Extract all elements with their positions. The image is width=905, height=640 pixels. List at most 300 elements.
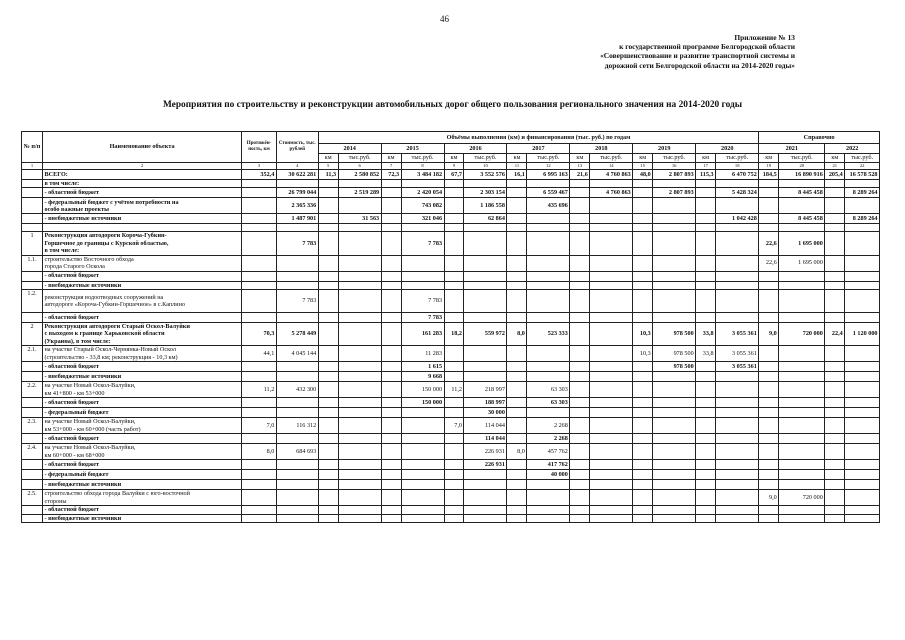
object-name-line: реконструкция водоотводных сооружений на: [44, 293, 164, 301]
roads-table: [21, 131, 880, 523]
value-cell: [338, 313, 381, 323]
value-cell: [381, 313, 401, 323]
value-cell: [845, 480, 880, 490]
object-name: [42, 198, 241, 214]
value-cell: [825, 290, 845, 313]
value-cell: [527, 490, 570, 506]
value-cell: [716, 255, 759, 271]
value-cell: [633, 255, 653, 271]
value-cell: [759, 224, 779, 232]
value-cell: [779, 480, 825, 490]
object-name: [42, 232, 241, 255]
value-cell: [318, 470, 338, 480]
value-cell: 63 303: [527, 382, 570, 398]
value-cell: 16,1: [507, 170, 527, 180]
value-cell: 2 268: [527, 418, 570, 434]
value-cell: [633, 232, 653, 255]
value-cell: 7,0: [444, 418, 464, 434]
row-number: 1: [22, 232, 43, 255]
value-cell: [444, 470, 464, 480]
value-cell: [338, 346, 381, 362]
value-cell: [779, 362, 825, 372]
value-cell: [444, 232, 464, 255]
value-cell: [318, 290, 338, 313]
value-cell: [507, 372, 527, 382]
value-cell: [318, 362, 338, 372]
value-cell: [825, 470, 845, 480]
value-cell: [444, 362, 464, 372]
value-cell: 26 799 044: [276, 188, 318, 198]
value-cell: 62 864: [464, 214, 507, 224]
value-cell: [401, 444, 444, 460]
value-cell: [696, 224, 716, 232]
value-cell: [845, 362, 880, 372]
value-cell: [381, 362, 401, 372]
unit-km: км: [759, 154, 779, 163]
value-cell: [825, 398, 845, 408]
value-cell: [276, 372, 318, 382]
unit-rub: тыс.руб.: [338, 154, 381, 163]
value-cell: [381, 506, 401, 514]
value-cell: [779, 506, 825, 514]
value-cell: [716, 271, 759, 281]
value-cell: [696, 271, 716, 281]
value-cell: [653, 434, 696, 444]
value-cell: [845, 514, 880, 522]
object-name: - федеральный бюджет: [42, 408, 241, 418]
value-cell: 743 082: [401, 198, 444, 214]
value-cell: [507, 398, 527, 408]
unit-rub: тыс.руб.: [653, 154, 696, 163]
value-cell: [318, 255, 338, 271]
value-cell: [779, 398, 825, 408]
value-cell: [276, 180, 318, 188]
value-cell: [570, 418, 590, 434]
value-cell: [716, 460, 759, 470]
value-cell: [276, 313, 318, 323]
value-cell: 4 760 863: [590, 170, 633, 180]
value-cell: [696, 444, 716, 460]
value-cell: [633, 271, 653, 281]
value-cell: 3 484 182: [401, 170, 444, 180]
value-cell: [845, 434, 880, 444]
value-cell: [381, 418, 401, 434]
value-cell: [716, 398, 759, 408]
value-cell: [401, 470, 444, 480]
value-cell: [759, 290, 779, 313]
value-cell: [590, 362, 633, 372]
value-cell: [696, 313, 716, 323]
value-cell: [653, 408, 696, 418]
value-cell: [507, 460, 527, 470]
value-cell: [318, 514, 338, 522]
value-cell: [570, 271, 590, 281]
value-cell: [590, 271, 633, 281]
value-cell: 8 289 264: [845, 188, 880, 198]
value-cell: [716, 180, 759, 188]
value-cell: [276, 224, 318, 232]
value-cell: [338, 506, 381, 514]
value-cell: [527, 514, 570, 522]
value-cell: [381, 271, 401, 281]
value-cell: [464, 180, 507, 188]
value-cell: [318, 224, 338, 232]
value-cell: [338, 198, 381, 214]
value-cell: [381, 408, 401, 418]
value-cell: [696, 362, 716, 372]
object-name: - областной бюджет: [42, 271, 241, 281]
value-cell: 21,6: [570, 170, 590, 180]
table-row: [22, 255, 880, 271]
value-cell: [527, 480, 570, 490]
value-cell: [464, 271, 507, 281]
value-cell: [527, 214, 570, 224]
object-name: - внебюджетные источники: [42, 214, 241, 224]
value-cell: [570, 372, 590, 382]
value-cell: [779, 271, 825, 281]
value-cell: [338, 398, 381, 408]
object-name: [42, 290, 241, 313]
value-cell: [696, 198, 716, 214]
value-cell: [759, 372, 779, 382]
table-row: [22, 490, 880, 506]
value-cell: [845, 398, 880, 408]
value-cell: [507, 506, 527, 514]
object-name: [42, 323, 241, 346]
value-cell: [570, 480, 590, 490]
value-cell: [444, 490, 464, 506]
value-cell: 6 470 752: [716, 170, 759, 180]
object-name-line: особо важные проекты: [44, 205, 109, 213]
value-cell: [653, 490, 696, 506]
value-cell: [242, 188, 277, 198]
value-cell: 435 696: [527, 198, 570, 214]
object-name: [42, 346, 241, 362]
column-number: 18: [716, 163, 759, 170]
value-cell: [716, 470, 759, 480]
value-cell: [464, 470, 507, 480]
table-row: [22, 180, 880, 188]
value-cell: 8 445 458: [779, 214, 825, 224]
value-cell: 22,6: [759, 255, 779, 271]
value-cell: [570, 214, 590, 224]
value-cell: [242, 470, 277, 480]
value-cell: [242, 506, 277, 514]
value-cell: [779, 408, 825, 418]
value-cell: [242, 313, 277, 323]
value-cell: [590, 408, 633, 418]
value-cell: [381, 255, 401, 271]
value-cell: 115,3: [696, 170, 716, 180]
value-cell: [653, 313, 696, 323]
value-cell: [381, 214, 401, 224]
value-cell: [276, 506, 318, 514]
value-cell: [318, 323, 338, 346]
value-cell: [318, 398, 338, 408]
value-cell: 1 615: [401, 362, 444, 372]
row-number: 1.2.: [22, 290, 43, 313]
value-cell: [759, 506, 779, 514]
value-cell: [653, 372, 696, 382]
value-cell: [381, 514, 401, 522]
object-name-line: города Старого Оскола: [44, 263, 105, 271]
value-cell: [590, 255, 633, 271]
value-cell: [338, 470, 381, 480]
value-cell: [845, 470, 880, 480]
value-cell: [590, 418, 633, 434]
unit-rub: тыс.руб.: [845, 154, 880, 163]
object-name-line: (строительство - 33,8 км; реконструкция - 10,3 км): [44, 353, 178, 361]
value-cell: [381, 372, 401, 382]
value-cell: [318, 346, 338, 362]
table-row: [22, 224, 880, 232]
object-name: - областной бюджет: [42, 188, 241, 198]
value-cell: [759, 362, 779, 372]
value-cell: 31 563: [338, 214, 381, 224]
value-cell: [825, 480, 845, 490]
value-cell: [318, 188, 338, 198]
value-cell: [338, 490, 381, 506]
value-cell: 2 268: [527, 434, 570, 444]
object-name: - внебюджетные источники: [42, 372, 241, 382]
value-cell: [381, 188, 401, 198]
value-cell: [696, 290, 716, 313]
column-number: 3: [242, 163, 277, 170]
row-number: [22, 470, 43, 480]
value-cell: [825, 408, 845, 418]
value-cell: [633, 506, 653, 514]
column-number: 17: [696, 163, 716, 170]
table-row: [22, 398, 880, 408]
value-cell: [633, 198, 653, 214]
value-cell: [825, 232, 845, 255]
value-cell: [845, 271, 880, 281]
table-row: [22, 214, 880, 224]
row-number: [22, 372, 43, 382]
object-name-line: в том числе:: [44, 247, 80, 255]
value-cell: [590, 224, 633, 232]
value-cell: [381, 434, 401, 444]
value-cell: 2 365 336: [276, 198, 318, 214]
column-number: 16: [653, 163, 696, 170]
row-number: [22, 180, 43, 188]
object-name: [42, 255, 241, 271]
value-cell: [570, 470, 590, 480]
value-cell: 16 578 528: [845, 170, 880, 180]
value-cell: [401, 224, 444, 232]
value-cell: [825, 362, 845, 372]
object-name-line: с выходом к границе Харьковской области: [44, 330, 165, 338]
header-length: Протяжён-ность, км: [242, 132, 277, 163]
table-row: [22, 323, 880, 346]
table-row: [22, 271, 880, 281]
value-cell: [759, 418, 779, 434]
value-cell: [570, 506, 590, 514]
value-cell: [276, 470, 318, 480]
value-cell: [696, 214, 716, 224]
value-cell: [779, 418, 825, 434]
value-cell: [716, 480, 759, 490]
value-cell: [759, 281, 779, 289]
value-cell: [242, 362, 277, 372]
value-cell: 720 000: [779, 323, 825, 346]
value-cell: [653, 506, 696, 514]
value-cell: [570, 460, 590, 470]
value-cell: [759, 514, 779, 522]
value-cell: [242, 398, 277, 408]
value-cell: [318, 271, 338, 281]
value-cell: 7 783: [401, 290, 444, 313]
value-cell: [696, 460, 716, 470]
value-cell: 10,3: [633, 346, 653, 362]
value-cell: [444, 444, 464, 460]
table-row: [22, 418, 880, 434]
value-cell: [845, 290, 880, 313]
value-cell: 321 046: [401, 214, 444, 224]
year-header: 2014: [318, 144, 381, 154]
value-cell: [696, 470, 716, 480]
value-cell: [338, 180, 381, 188]
value-cell: [653, 232, 696, 255]
value-cell: [338, 444, 381, 460]
value-cell: [570, 224, 590, 232]
value-cell: [570, 255, 590, 271]
value-cell: [590, 180, 633, 188]
table-row: [22, 313, 880, 323]
unit-rub: тыс.руб.: [716, 154, 759, 163]
unit-km: км: [825, 154, 845, 163]
row-number: [22, 514, 43, 522]
object-name-line: Реконструкция автодороги Короча-Губкин-: [44, 232, 167, 240]
value-cell: 10,3: [633, 323, 653, 346]
value-cell: [633, 382, 653, 398]
value-cell: [716, 372, 759, 382]
value-cell: 226 931: [464, 460, 507, 470]
value-cell: 2 303 154: [464, 188, 507, 198]
value-cell: [242, 372, 277, 382]
header-cost: Стоимость, тыс. рублей: [276, 132, 318, 163]
value-cell: [633, 290, 653, 313]
value-cell: [653, 514, 696, 522]
value-cell: [825, 188, 845, 198]
object-name: [42, 418, 241, 434]
value-cell: [338, 362, 381, 372]
row-number: [22, 198, 43, 214]
value-cell: [825, 372, 845, 382]
value-cell: [590, 480, 633, 490]
value-cell: 40 000: [527, 470, 570, 480]
column-number: 2: [42, 163, 241, 170]
value-cell: 352,4: [242, 170, 277, 180]
value-cell: [759, 188, 779, 198]
value-cell: [779, 180, 825, 188]
object-name: ВСЕГО:: [42, 170, 241, 180]
value-cell: [527, 506, 570, 514]
value-cell: [318, 214, 338, 224]
value-cell: 6 559 467: [527, 188, 570, 198]
value-cell: [527, 224, 570, 232]
object-name-line: на участке Новый Оскол-Валуйки,: [44, 444, 136, 452]
column-number: 19: [759, 163, 779, 170]
value-cell: 226 931: [464, 444, 507, 460]
value-cell: [444, 346, 464, 362]
value-cell: [338, 232, 381, 255]
appendix-line: дорожной сети Белгородской области на 2014-2020 годы»: [604, 60, 795, 70]
row-number: [22, 313, 43, 323]
value-cell: [845, 372, 880, 382]
value-cell: [653, 224, 696, 232]
column-number-row: [22, 163, 880, 170]
value-cell: [759, 480, 779, 490]
value-cell: [696, 372, 716, 382]
value-cell: 16 890 916: [779, 170, 825, 180]
column-number: 5: [318, 163, 338, 170]
value-cell: 114 044: [464, 418, 507, 434]
value-cell: [570, 398, 590, 408]
value-cell: [318, 372, 338, 382]
row-number: [22, 281, 43, 289]
object-name-line: Горшечное до границы с Курской областью,: [44, 239, 169, 247]
row-number: [22, 480, 43, 490]
unit-km: км: [696, 154, 716, 163]
value-cell: [825, 224, 845, 232]
unit-rub: тыс.руб.: [527, 154, 570, 163]
year-header: 2015: [381, 144, 444, 154]
row-number: [22, 506, 43, 514]
row-number: 2.1.: [22, 346, 43, 362]
value-cell: 720 000: [779, 490, 825, 506]
value-cell: [825, 180, 845, 188]
value-cell: [401, 281, 444, 289]
value-cell: [381, 198, 401, 214]
value-cell: 2 580 852: [338, 170, 381, 180]
value-cell: [696, 188, 716, 198]
column-number: 21: [825, 163, 845, 170]
value-cell: 417 762: [527, 460, 570, 470]
value-cell: [696, 490, 716, 506]
value-cell: [759, 180, 779, 188]
object-name: [42, 382, 241, 398]
value-cell: [696, 418, 716, 434]
value-cell: [759, 214, 779, 224]
value-cell: [825, 434, 845, 444]
value-cell: [318, 180, 338, 188]
value-cell: [276, 408, 318, 418]
value-cell: [464, 372, 507, 382]
value-cell: [633, 398, 653, 408]
value-cell: 70,3: [242, 323, 277, 346]
value-cell: [570, 232, 590, 255]
object-name: - областной бюджет: [42, 313, 241, 323]
value-cell: 2 420 054: [401, 188, 444, 198]
value-cell: [570, 362, 590, 372]
value-cell: [759, 346, 779, 362]
value-cell: 1 120 000: [845, 323, 880, 346]
value-cell: [338, 271, 381, 281]
value-cell: [825, 346, 845, 362]
value-cell: [696, 281, 716, 289]
value-cell: 1 695 000: [779, 255, 825, 271]
value-cell: [845, 506, 880, 514]
value-cell: [242, 214, 277, 224]
value-cell: [825, 418, 845, 434]
value-cell: [779, 434, 825, 444]
object-name: - областной бюджет: [42, 362, 241, 372]
value-cell: [716, 434, 759, 444]
year-header: 2022: [825, 144, 880, 154]
value-cell: [716, 408, 759, 418]
value-cell: 4 760 863: [590, 188, 633, 198]
